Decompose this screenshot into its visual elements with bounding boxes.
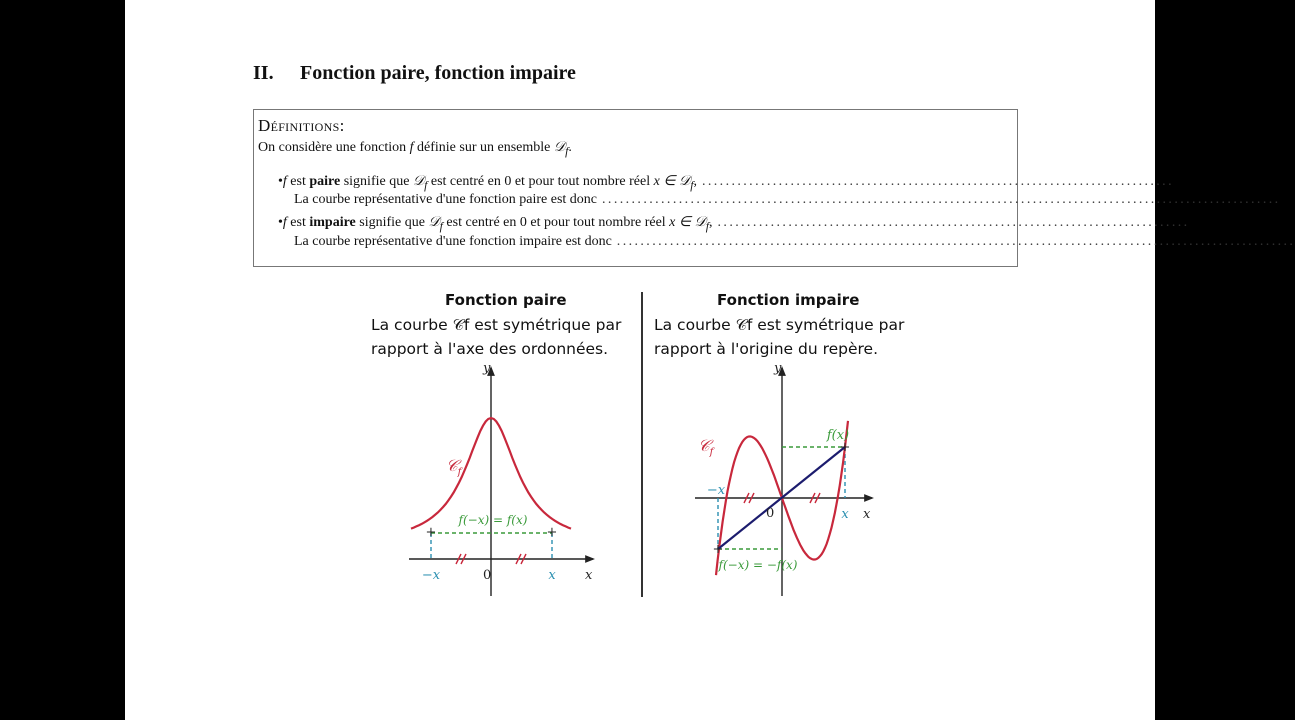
even-curve-line xyxy=(294,192,1281,208)
definitions-box xyxy=(253,109,1295,267)
fill-dots: ................................................................................ xyxy=(701,174,1174,189)
x-axis-label: x xyxy=(863,507,871,522)
neg-x-label: −x xyxy=(706,483,726,498)
section-title xyxy=(253,62,576,85)
even-figure-title: Fonction paire xyxy=(445,291,567,309)
pos-x-label: x xyxy=(548,568,556,583)
even-figure-caption xyxy=(371,313,621,361)
odd-figure-caption xyxy=(654,313,904,361)
even-caption-line-1: La courbe 𝒞f est symétrique par xyxy=(371,316,622,334)
even-function-graph xyxy=(395,360,605,600)
odd-caption-line-2: rapport à l'origine du repère. xyxy=(654,340,879,358)
definitions-heading: Définitions: xyxy=(258,116,345,135)
point-marker: + xyxy=(712,542,724,557)
neg-x-label: −x xyxy=(421,568,441,583)
definitions-intro xyxy=(258,140,572,158)
y-axis-label: y xyxy=(774,361,782,376)
intro-end: . xyxy=(568,140,572,155)
curve-label: 𝒞$_f$ xyxy=(698,436,714,458)
odd-caption-line-1: La courbe 𝒞f est symétrique par xyxy=(654,316,905,334)
pos-x-label: x xyxy=(841,507,849,522)
section-title-text: Fonction paire, fonction impaire xyxy=(300,62,576,84)
intro-domain-sub: f xyxy=(565,144,569,158)
keyword-paire: paire xyxy=(309,174,341,189)
fx-label: f(x) xyxy=(826,428,850,443)
intro-text-2: définie sur un ensemble xyxy=(413,140,554,155)
odd-curve-text: La courbe représentative d'une fonction impaire est donc xyxy=(294,234,612,249)
point-marker: + xyxy=(425,525,437,540)
odd-function-graph xyxy=(688,360,888,600)
origin-label: 0 xyxy=(766,506,775,521)
bullet-dot: • xyxy=(278,174,283,189)
curve-label: 𝒞$_f$ xyxy=(446,456,462,478)
odd-equation-label: f(−x) = −f(x) xyxy=(718,558,798,572)
fill-dots: ................................................................................ xyxy=(717,215,1190,230)
bullet-odd xyxy=(278,214,1190,233)
figure-separator xyxy=(641,292,643,597)
even-equation-label: f(−x) = f(x) xyxy=(458,513,528,527)
intro-text-1: On considère une fonction xyxy=(258,140,410,155)
section-number: II. xyxy=(253,62,274,84)
point-marker: + xyxy=(546,525,558,540)
point-marker: + xyxy=(839,440,851,455)
document-page xyxy=(125,0,1295,720)
x-axis-label: x xyxy=(585,568,593,583)
bullet-dot: • xyxy=(278,215,283,230)
intro-f: f xyxy=(409,140,414,155)
bullet-even xyxy=(278,173,1174,192)
y-axis-label: y xyxy=(483,361,491,376)
odd-curve-line xyxy=(294,234,1295,250)
even-curve-text: La courbe représentative d'une fonction paire est donc xyxy=(294,192,598,207)
fill-dots: ................................................................................................................... xyxy=(602,192,1281,207)
fill-dots: ................................................................................................................... xyxy=(616,234,1295,249)
origin-label: 0 xyxy=(483,568,492,583)
keyword-impaire: impaire xyxy=(309,215,356,230)
intro-domain: 𝒟 xyxy=(553,140,566,155)
odd-figure-title: Fonction impaire xyxy=(717,291,860,309)
even-caption-line-2: rapport à l'axe des ordonnées. xyxy=(371,340,609,358)
bullet-even-text: f est paire signifie que 𝒟$_f$ est centré en 0 et pour tout nombre réel x ∈ 𝒟$_f$, xyxy=(282,174,697,192)
bullet-odd-text: f est impaire signifie que 𝒟$_f$ est centré en 0 et pour tout nombre réel x ∈ 𝒟$_f$, xyxy=(282,215,713,233)
